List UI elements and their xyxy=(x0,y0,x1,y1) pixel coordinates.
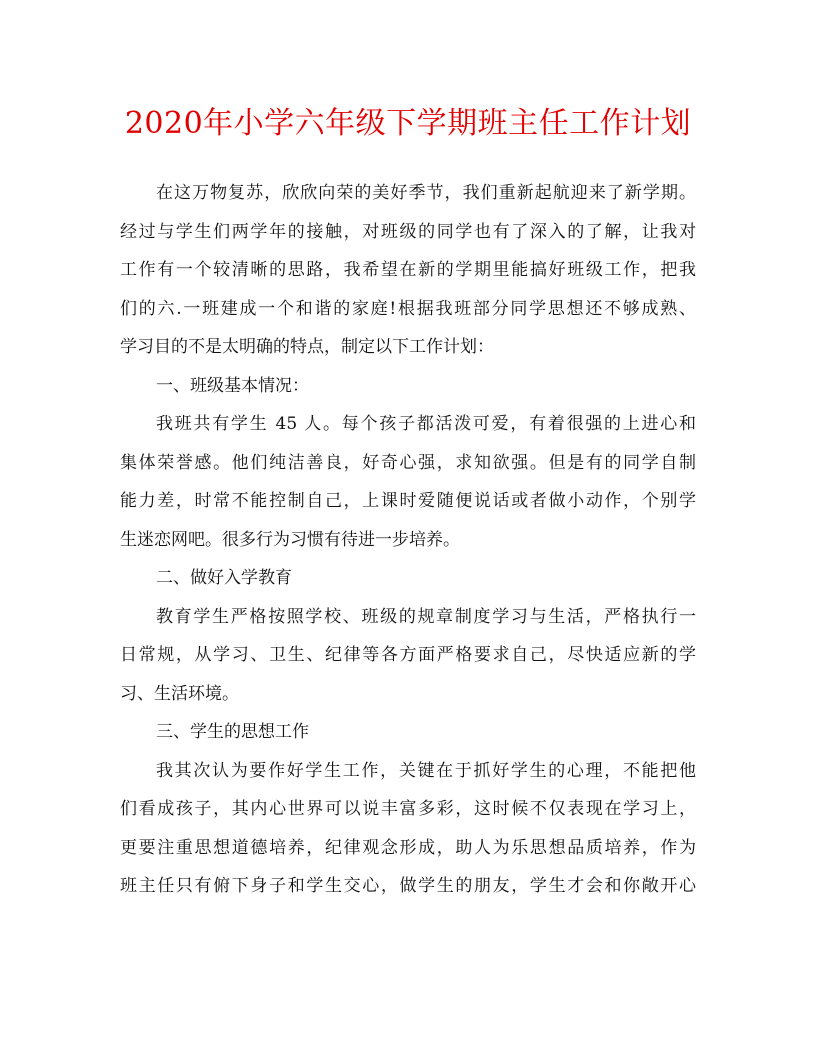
body-text-line: 更要注重思想道德培养，纪律观念形成，助人为乐思想品质培养，作为 xyxy=(120,837,696,858)
body-text-line: 们的六.一班建成一个和谐的家庭!根据我班部分同学思想还不够成熟、 xyxy=(120,298,696,319)
body-text-line: 生迷恋网吧。很多行为习惯有待进一步培养。 xyxy=(120,529,460,550)
page-title: 2020年小学六年级下学期班主任工作计划 xyxy=(124,106,692,141)
body-text-line: 我班共有学生 45 人。每个孩子都活泼可爱，有着很强的上进心和 xyxy=(156,414,696,434)
body-text-line: 班主任只有俯下身子和学生交心，做学生的朋友，学生才会和你敞开心 xyxy=(120,876,696,896)
body-text-line: 习、生活环境。 xyxy=(120,683,239,704)
body-text-line: 日常规，从学习、卫生、纪律等各方面严格要求自己，尽快适应新的学 xyxy=(120,645,696,665)
body-text-line: 集体荣誉感。他们纯洁善良，好奇心强，求知欲强。但是有的同学自制 xyxy=(120,452,696,473)
body-text-line: 学习目的不是太明确的特点，制定以下工作计划： xyxy=(120,337,494,357)
body-text-line: 工作有一个较清晰的思路，我希望在新的学期里能搞好班级工作，把我 xyxy=(120,260,696,280)
body-text-line: 们看成孩子，其内心世界可以说丰富多彩，这时候不仅表现在学习上， xyxy=(120,799,696,819)
body-text-line: 经过与学生们两学年的接触，对班级的同学也有了深入的了解，让我对 xyxy=(120,221,696,242)
body-text-line: 一、班级基本情况： xyxy=(156,375,309,396)
body-text-line: 能力差，时常不能控制自己，上课时爱随便说话或者做小动作，个别学 xyxy=(120,491,696,511)
body-text-line: 我其次认为要作好学生工作，关键在于抓好学生的心理，不能把他 xyxy=(156,760,696,781)
body-text-line: 教育学生严格按照学校、班级的规章制度学习与生活，严格执行一 xyxy=(156,606,696,627)
body-text-line: 二、做好入学教育 xyxy=(156,568,292,588)
body-text-line: 在这万物复苏，欣欣向荣的美好季节，我们重新起航迎来了新学期。 xyxy=(156,183,696,203)
body-text-line: 三、学生的思想工作 xyxy=(156,722,309,742)
document-body xyxy=(120,174,696,906)
